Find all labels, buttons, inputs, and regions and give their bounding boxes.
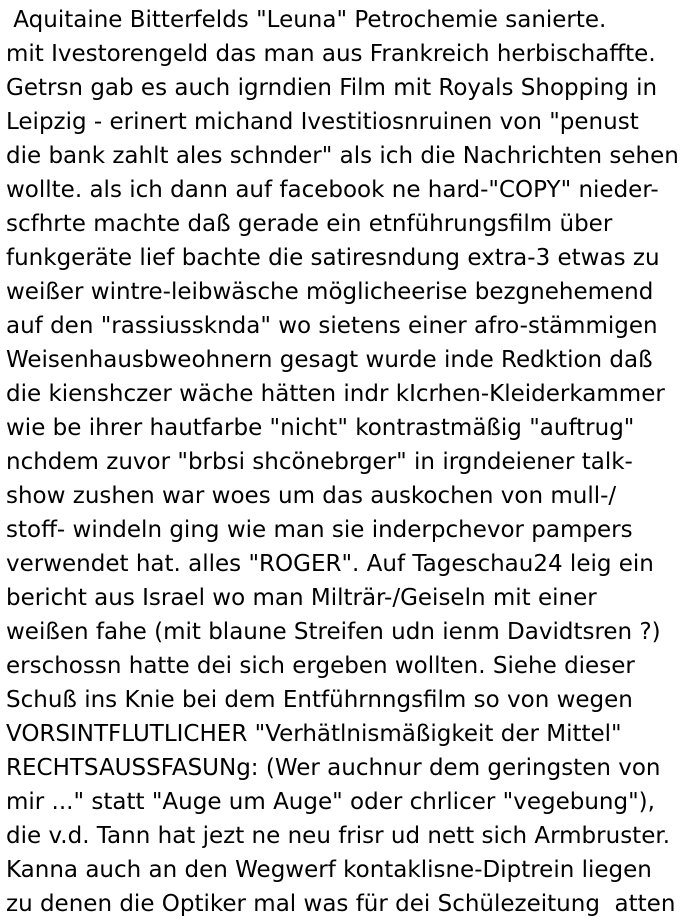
text-line-18: bericht aus Israel wo man Milträr-/Geiseln mit einer (6, 585, 597, 611)
text-line-17: verwendet hat. alles "ROGER". Auf Tageschau24 leig ein (6, 551, 654, 577)
text-line-6: wollte. als ich dann auf facebook ne hard-"COPY" nieder- (6, 177, 659, 203)
text-line-25: die v.d. Tann hat jezt ne neu frisr ud nett sich Armbruster. (6, 823, 671, 849)
text-line-7: scfhrte machte daß gerade ein etnführungsfilm über (6, 211, 613, 237)
text-line-23: RECHTSAUSSFASUNg: (Wer auchnur dem geringsten von (6, 755, 661, 781)
text-line-13: wie be ihrer hautfarbe "nicht" kontrastmäßig "auftrug" (6, 415, 635, 441)
text-line-14: nchdem zuvor "brbsi shcönebrger" in irgndeiener talk- (6, 449, 633, 475)
text-line-22: VORSINTFLUTLICHER "Verhätlnismäßigkeit der Mittel" (6, 721, 622, 747)
text-line-15: show zushen war woes um das auskochen von mull-/ (6, 483, 617, 509)
text-line-9: weißer wintre-leibwäsche möglicheerise bezgnehemend (6, 279, 654, 305)
text-line-11: Weisenhausbweohnern gesagt wurde inde Redktion daß (6, 347, 653, 373)
text-line-2: mit Ivestorengeld das man aus Frankreich herbischaffte. (6, 41, 656, 67)
text-line-20: erschossn hatte dei sich ergeben wollten. Siehe dieser (6, 653, 635, 679)
text-line-12: die kienshczer wäche hätten indr kIcrhen-Kleiderkammer (6, 381, 665, 407)
text-line-8: funkgeräte lief bachte die satiresndung extra-3 etwas zu (6, 245, 660, 271)
text-line-16: stoff- windeln ging wie man sie inderpchevor pampers (6, 517, 633, 543)
text-line-24: mir ..." statt "Auge um Auge" oder chrlicer "vegebung"), (6, 789, 655, 815)
text-line-4: Leipzig - erinert michand Ivestitiosnruinen von "penust (6, 109, 639, 135)
text-line-3: Getrsn gab es auch igrndien Film mit Royals Shopping in (6, 75, 658, 101)
text-line-27: zu denen die Optiker mal was für dei Schülezeitung atten (6, 891, 676, 917)
text-line-10: auf den "rassiussknda" wo sietens einer afro-stämmigen (6, 313, 658, 339)
text-line-5: die bank zahlt ales schnder" als ich die Nachrichten sehen (6, 143, 679, 169)
body-text (6, 3, 684, 921)
text-line-21: Schuß ins Knie bei dem Entführnngsfilm so von wegen (6, 687, 633, 713)
text-line-26: Kanna auch an den Wegwerf kontaklisne-Diptrein liegen (6, 857, 652, 883)
text-line-1: Aquitaine Bitterfelds "Leuna" Petrochemie sanierte. (6, 7, 607, 33)
text-line-19: weißen fahe (mit blaune Streifen udn ienm Davidtsren ?) (6, 619, 661, 645)
